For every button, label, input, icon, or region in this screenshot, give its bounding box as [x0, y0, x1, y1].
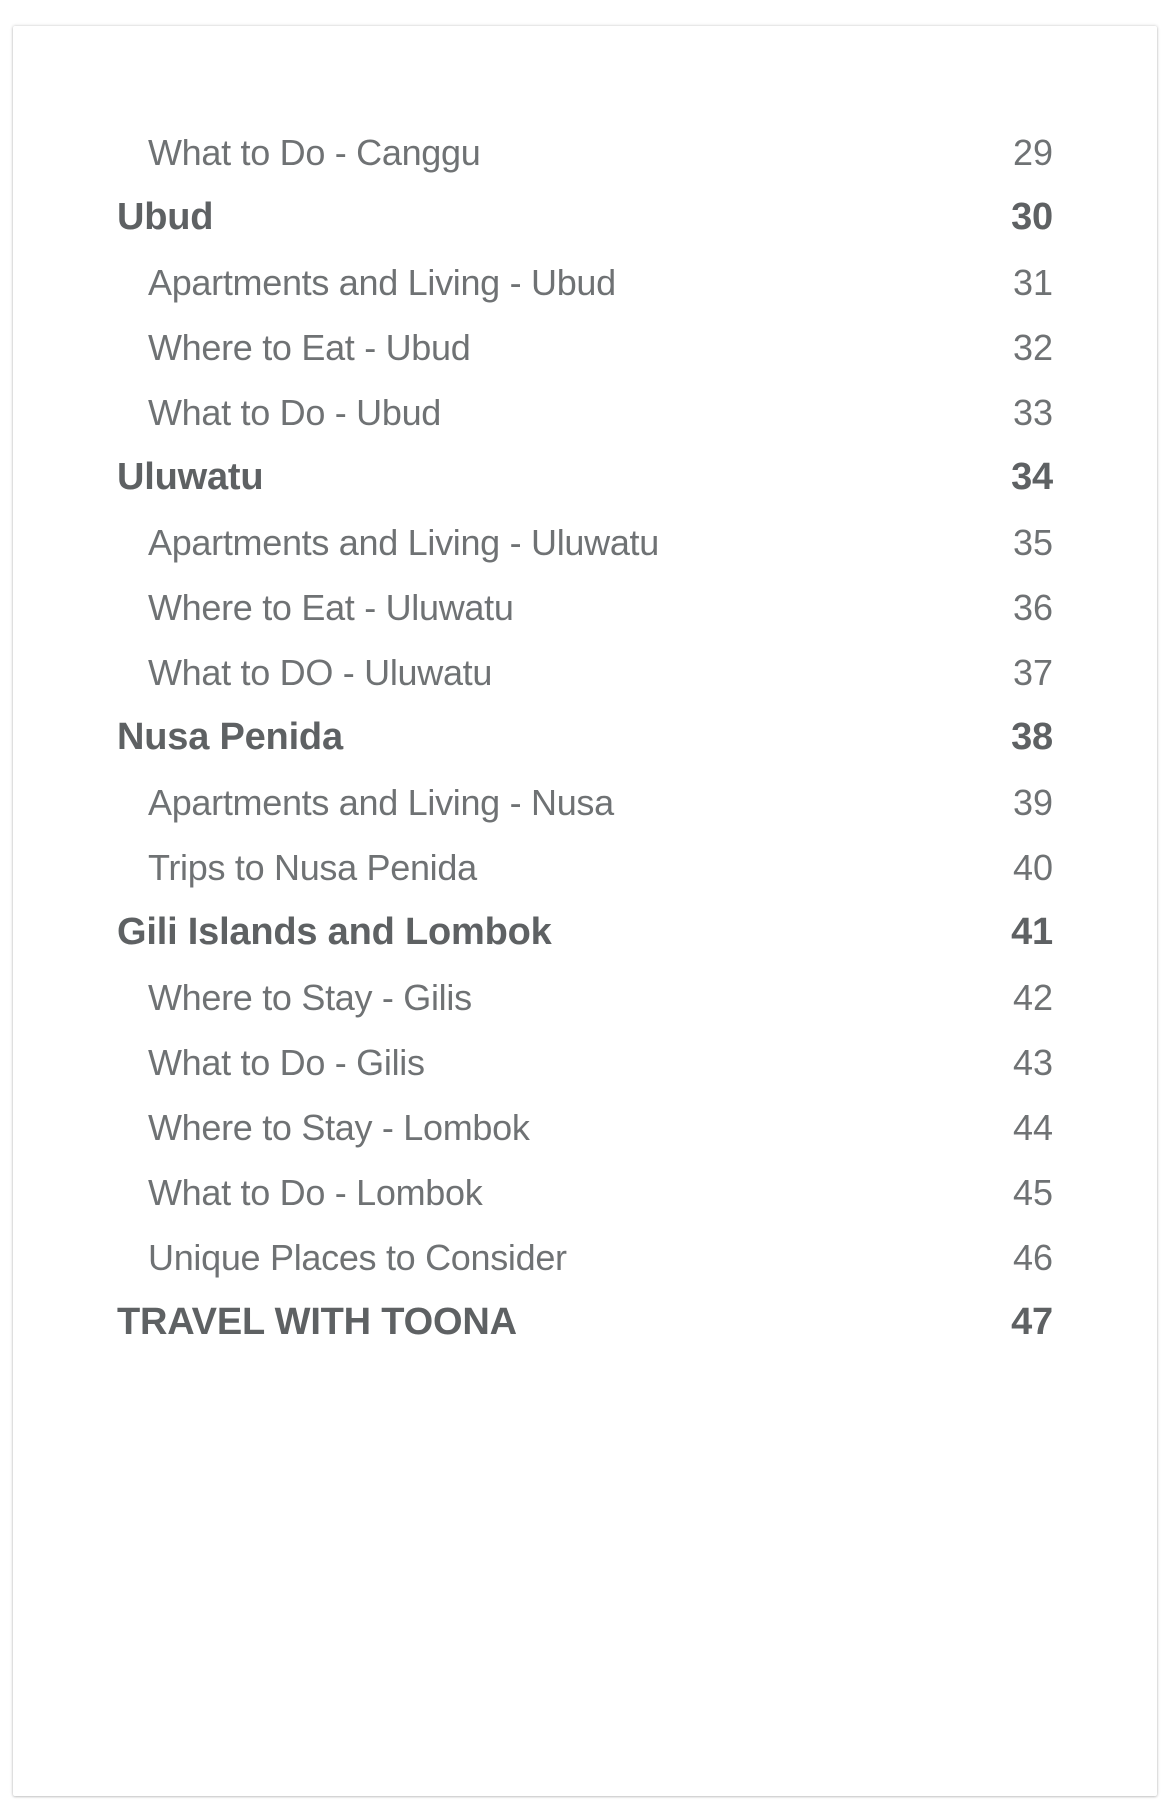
toc-page-number: 31 — [1012, 261, 1053, 303]
toc-entry-label: Where to Stay - Gilis — [148, 976, 472, 1018]
table-of-contents — [117, 120, 1053, 1355]
toc-page-number: 40 — [1012, 846, 1053, 888]
toc-page-number: 30 — [1011, 196, 1053, 238]
toc-entry-label: Where to Eat - Uluwatu — [148, 586, 514, 628]
toc-page-number: 47 — [1011, 1301, 1053, 1343]
toc-entry-label: Gili Islands and Lombok — [117, 911, 552, 953]
toc-entry[interactable] — [117, 835, 1053, 900]
toc-entry-label: Apartments and Living - Nusa — [148, 781, 614, 823]
toc-entry-label: What to Do - Lombok — [148, 1171, 483, 1213]
toc-entry[interactable] — [117, 315, 1053, 380]
toc-page-number: 41 — [1011, 911, 1053, 953]
toc-entry[interactable] — [117, 1030, 1053, 1095]
toc-page-number: 43 — [1012, 1041, 1053, 1083]
toc-entry[interactable] — [117, 640, 1053, 705]
toc-entry[interactable] — [117, 770, 1053, 835]
toc-entry-label: What to Do - Gilis — [148, 1041, 425, 1083]
toc-entry[interactable] — [117, 1290, 1053, 1355]
toc-page-number: 36 — [1012, 586, 1053, 628]
toc-page-number: 32 — [1012, 326, 1053, 368]
toc-entry-label: Where to Stay - Lombok — [148, 1106, 530, 1148]
toc-entry-label: Ubud — [117, 196, 214, 238]
toc-page-number: 39 — [1012, 781, 1053, 823]
toc-page-number: 33 — [1012, 391, 1053, 433]
toc-entry[interactable] — [117, 1225, 1053, 1290]
toc-entry-label: What to Do - Ubud — [148, 391, 442, 433]
toc-page-number: 37 — [1012, 651, 1053, 693]
toc-entry-label: TRAVEL WITH TOONA — [117, 1301, 517, 1343]
toc-page-number: 45 — [1012, 1171, 1053, 1213]
toc-entry[interactable] — [117, 900, 1053, 965]
toc-entry[interactable] — [117, 1160, 1053, 1225]
toc-entry[interactable] — [117, 705, 1053, 770]
toc-entry[interactable] — [117, 185, 1053, 250]
toc-page-number: 29 — [1012, 131, 1053, 173]
toc-page-number: 35 — [1012, 521, 1053, 563]
toc-entry-label: Unique Places to Consider — [148, 1236, 567, 1278]
toc-entry-label: Nusa Penida — [117, 716, 343, 758]
toc-entry-label: Where to Eat - Ubud — [148, 326, 471, 368]
toc-entry-label: What to DO - Uluwatu — [148, 651, 493, 693]
toc-page-number: 46 — [1012, 1236, 1053, 1278]
toc-entry[interactable] — [117, 380, 1053, 445]
toc-entry-label: What to Do - Canggu — [148, 131, 481, 173]
toc-entry-label: Apartments and Living - Uluwatu — [148, 521, 659, 563]
toc-entry-label: Uluwatu — [117, 456, 264, 498]
toc-page-number: 42 — [1012, 976, 1053, 1018]
toc-entry[interactable] — [117, 510, 1053, 575]
toc-entry[interactable] — [117, 445, 1053, 510]
toc-page-number: 34 — [1011, 456, 1053, 498]
document-page — [13, 26, 1157, 1796]
toc-entry[interactable] — [117, 1095, 1053, 1160]
toc-page-number: 44 — [1012, 1106, 1053, 1148]
toc-entry[interactable] — [117, 250, 1053, 315]
toc-entry[interactable] — [117, 575, 1053, 640]
toc-entry[interactable] — [117, 965, 1053, 1030]
toc-page-number: 38 — [1011, 716, 1053, 758]
toc-entry-label: Apartments and Living - Ubud — [148, 261, 616, 303]
toc-entry-label: Trips to Nusa Penida — [148, 846, 477, 888]
toc-entry[interactable] — [117, 120, 1053, 185]
